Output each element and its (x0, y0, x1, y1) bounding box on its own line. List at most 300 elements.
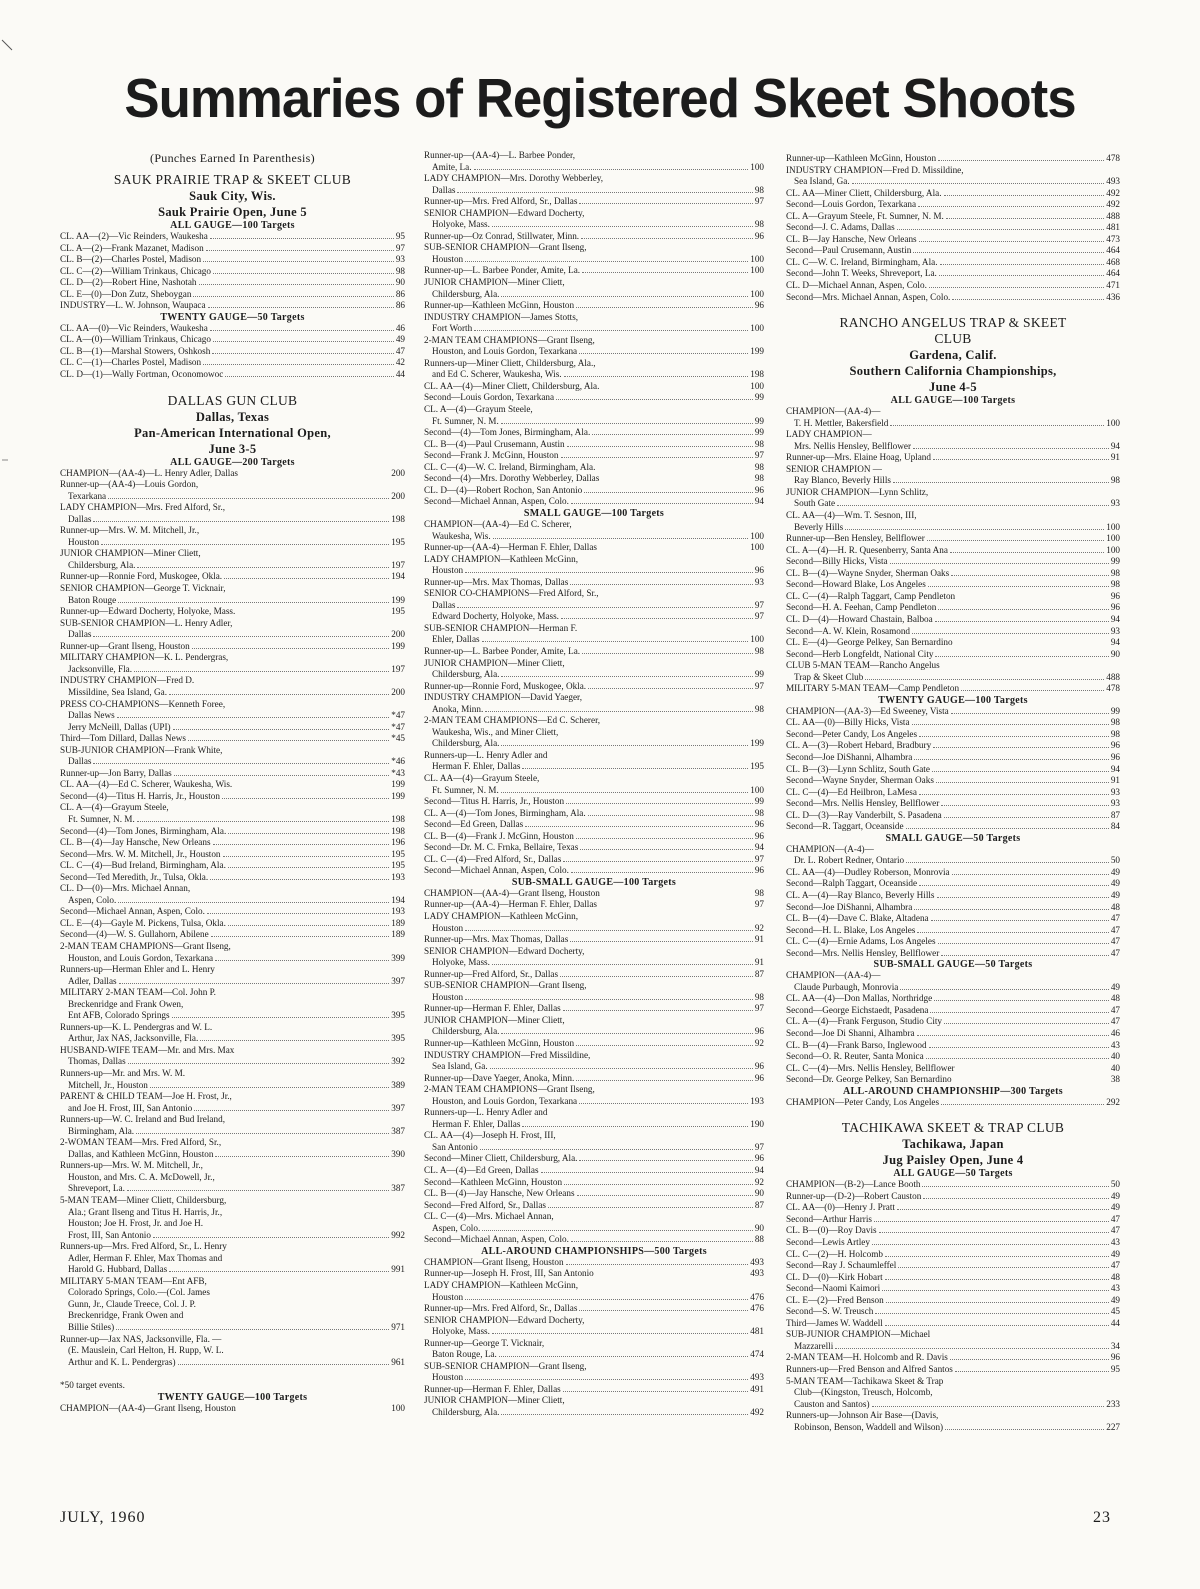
result-line (424, 865, 764, 877)
score: 94 (1110, 763, 1120, 774)
result-entry: Second—Titus H. Harris, Jr., Houston (424, 796, 565, 807)
result-entry: Houston, and Louis Gordon, Texarkana (68, 952, 214, 963)
result-entry: Mrs. Nellis Hensley, Bellflower (794, 440, 912, 451)
result-line (424, 1188, 764, 1200)
score: 99 (754, 415, 764, 426)
score: 94 (1110, 613, 1120, 624)
result-line (424, 416, 764, 428)
result-line (424, 231, 764, 243)
dot-leader (203, 261, 394, 262)
result-line (786, 153, 1120, 165)
score: 478 (1106, 683, 1120, 694)
score: 198 (391, 813, 405, 824)
result-entry: Houston, and Mrs. C. A. McDowell, Jr., (68, 1171, 215, 1182)
dot-leader (136, 1133, 389, 1134)
result-line (786, 810, 1120, 822)
dot-leader (222, 798, 389, 799)
score: 397 (391, 1102, 405, 1113)
score: 98 (754, 991, 764, 1002)
dot-leader (93, 763, 389, 764)
dot-leader (584, 492, 753, 493)
dot-leader (951, 575, 1109, 576)
dot-leader (566, 803, 753, 804)
result-entry: Jacksonville, Fla. (68, 663, 133, 674)
event-section-heading: SUB-SMALL GAUGE—100 Targets (511, 876, 677, 888)
result-entry: CL. A—(4)—Grayum Steele, (60, 802, 169, 813)
result-entry: CL. B—(4)—Jay Hansche, New Orleans (60, 837, 211, 848)
score: 99 (754, 796, 764, 807)
dot-leader (208, 307, 394, 308)
result-line (60, 675, 405, 687)
result-entry: CL. B—(2)—Charles Postel, Madison (60, 254, 202, 265)
spacer (786, 1108, 1120, 1120)
dot-leader (213, 844, 390, 845)
result-line (424, 496, 764, 508)
result-entry: Second—(4)—Mrs. Dorothy Webberley, Dallas (424, 473, 600, 484)
result-entry: Texarkana (68, 490, 107, 501)
result-line (786, 475, 1120, 487)
spacer (60, 381, 405, 393)
result-line (424, 1038, 764, 1050)
result-entry: Runner-up—George T. Vicknair, (424, 1337, 545, 1348)
dot-leader (193, 296, 393, 297)
result-entry: Ent AFB, Colorado Springs (68, 1010, 170, 1021)
result-line (424, 1292, 764, 1304)
result-line (786, 993, 1120, 1005)
result-entry: Runner-up—L. Barbee Ponder, Amite, La. (424, 265, 581, 276)
score: 47 (1110, 1225, 1120, 1236)
result-entry: Second—Ray J. Schaumleffel (786, 1260, 897, 1271)
dot-leader (563, 1010, 753, 1011)
result-entry: LADY CHAMPION— (786, 429, 872, 440)
result-entry: CL. AA—(4)—Don Mallas, Northridge (786, 993, 933, 1004)
dot-leader (885, 1256, 1109, 1257)
result-line (60, 514, 405, 526)
dot-leader (563, 1391, 748, 1392)
result-entry: Second—Dr. George Pelkey, San Bernardino (786, 1074, 952, 1085)
result-line (424, 1349, 764, 1361)
score: 194 (391, 894, 405, 905)
result-entry: Runner-up—(AA-4)—Herman F. Ehler, Dallas (424, 899, 597, 910)
dot-leader (206, 250, 394, 251)
club-name: TACHIKAWA SKEET & TRAP CLUB (841, 1120, 1065, 1136)
result-entry: Holyoke, Mass. (432, 1326, 490, 1337)
score: 991 (391, 1264, 405, 1275)
result-entry: CL. C—W. C. Ireland, Birmingham, Ala. (786, 256, 938, 267)
score: 473 (1106, 233, 1120, 244)
score: 193 (391, 871, 405, 882)
result-line (424, 785, 764, 797)
result-line (424, 1073, 764, 1085)
result-line (786, 970, 1120, 982)
event-name: Southern California Championships, (849, 364, 1057, 379)
result-entry: SENIOR CHAMPION—Edward Docherty, (424, 1314, 585, 1325)
result-entry: Second—A. W. Klein, Rosamond (786, 625, 911, 636)
result-line (60, 929, 405, 941)
result-line (60, 479, 405, 491)
result-line (786, 1179, 1120, 1191)
dot-leader (944, 1023, 1109, 1024)
result-line (60, 369, 405, 381)
result-line (786, 591, 1120, 603)
dot-leader (944, 195, 1105, 196)
score: 98 (1110, 579, 1120, 590)
result-line (60, 849, 405, 861)
result-line (424, 485, 764, 497)
result-line (60, 641, 405, 653)
result-line (60, 987, 405, 999)
result-entry: SUB-SENIOR CHAMPION—Grant Ilseng, (424, 980, 587, 991)
result-entry: 2-MAN TEAM CHAMPIONS—Grant Ilseng, (60, 940, 231, 951)
result-line (786, 902, 1120, 914)
result-line (60, 502, 405, 514)
result-entry: Ala.; Grant Ilseng and Titus H. Harris, Jr., (68, 1206, 223, 1217)
dot-leader (169, 694, 389, 695)
result-line (786, 948, 1120, 960)
dot-leader (926, 1058, 1109, 1059)
event-name: Jug Paisley Open, June 4 (882, 1153, 1024, 1168)
result-line (60, 1056, 405, 1068)
dot-leader (576, 307, 753, 308)
dot-leader (101, 544, 389, 545)
result-line (60, 1114, 405, 1126)
result-entry: 2-MAN TEAM CHAMPIONS—Grant Ilseng, (424, 334, 595, 345)
result-line (60, 699, 405, 711)
result-entry: Thomas, Dallas (68, 1056, 126, 1067)
dot-leader (917, 932, 1108, 933)
result-entry: JUNIOR CHAMPION—Lynn Schlitz, (786, 486, 929, 497)
result-entry: Houston, and Louis Gordon, Texarkana (432, 1095, 578, 1106)
score: 98 (754, 438, 764, 449)
dot-leader (950, 1359, 1109, 1360)
score: 189 (391, 929, 405, 940)
dot-leader (192, 648, 390, 649)
result-entry: CL. C—(4)—Ed Heilbron, LaMesa (786, 786, 917, 797)
score: 86 (395, 288, 405, 299)
result-entry: CHAMPION—(AA-4)—Grant Ilseng, Houston (60, 1402, 236, 1413)
result-line (786, 787, 1120, 799)
dot-leader (581, 238, 753, 239)
result-entry: Breckenridge and Frank Owen, (68, 998, 184, 1009)
result-line (786, 649, 1120, 661)
result-entry: Second—Arthur Harris (786, 1213, 872, 1224)
result-entry: and Joe H. Frost, III, San Antonio (68, 1102, 193, 1113)
score: 49 (395, 334, 405, 345)
result-line (424, 150, 764, 162)
dot-leader (173, 729, 390, 730)
result-entry: Houston; Joe H. Frost, Jr. and Joe H. (68, 1218, 204, 1229)
dot-leader (939, 275, 1104, 276)
score: 464 (1106, 268, 1120, 279)
result-line (786, 1063, 1120, 1075)
result-entry: Runner-up—Kathleen McGinn, Houston (424, 300, 575, 311)
result-line (60, 1322, 405, 1334)
result-line (786, 855, 1120, 867)
score: 481 (1106, 222, 1120, 233)
dot-leader (228, 867, 389, 868)
score: 94 (754, 496, 764, 507)
result-line (424, 312, 764, 324)
result-entry: Second—Mrs. Nellis Hensley, Bellflower (786, 947, 940, 958)
result-line (786, 1422, 1120, 1434)
score: 468 (1106, 256, 1120, 267)
result-entry: Second—Dr. M. C. Frnka, Bellaire, Texas (424, 842, 579, 853)
dot-leader (178, 1364, 390, 1365)
result-entry: CL. E—(2)—Fred Benson (786, 1294, 884, 1305)
result-entry: CL. AA—(4)—Wm. T. Sesnon, III, (786, 510, 917, 521)
result-entry: CL. B—(4)—Frank J. McGinn, Houston (424, 830, 574, 841)
result-entry: Second—(4)—Tom Jones, Birmingham, Ala. (60, 825, 227, 836)
result-line (786, 1295, 1120, 1307)
result-line (60, 779, 405, 791)
score: 100 (750, 542, 764, 553)
result-entry: CL. C—(4)—Fred Alford, Sr., Dallas (424, 853, 562, 864)
dot-leader (576, 1080, 753, 1081)
result-line (786, 660, 1120, 672)
dot-leader (893, 482, 1109, 483)
dot-leader (579, 353, 748, 354)
dot-leader (501, 676, 752, 677)
dot-leader (134, 671, 389, 672)
score: 97 (395, 242, 405, 253)
result-line (424, 957, 764, 969)
result-line (786, 452, 1120, 464)
score: 96 (754, 300, 764, 311)
column-right (786, 153, 1120, 1432)
result-entry: Second—Peter Candy, Los Angeles (786, 728, 918, 739)
spacer (60, 1368, 405, 1380)
result-line (60, 964, 405, 976)
result-entry: SUB-JUNIOR CHAMPION—Michael (786, 1329, 931, 1340)
dot-leader (213, 273, 394, 274)
result-line (424, 600, 764, 612)
result-line (786, 211, 1120, 223)
result-entry: CHAMPION—Grant Ilseng, Houston (424, 1256, 564, 1267)
result-entry: Second—Michael Annan, Aspen, Colo. (424, 1234, 569, 1245)
result-line (786, 429, 1120, 441)
column-left (60, 150, 405, 1482)
dot-leader (918, 206, 1104, 207)
score: 198 (750, 369, 764, 380)
result-entry: CL. B—(4)—Frank Barso, Inglewood (786, 1039, 927, 1050)
dot-leader (917, 1035, 1109, 1036)
dot-leader (211, 936, 390, 937)
result-entry: PARENT & CHILD TEAM—Joe H. Frost, Jr., (60, 1091, 232, 1102)
dot-leader (937, 897, 1109, 898)
dot-leader (951, 713, 1109, 714)
result-entry: SUB-SENIOR CHAMPION—L. Henry Adler, (60, 617, 233, 628)
result-entry: CL. AA—(2)—Vic Reinders, Waukesha (60, 231, 208, 241)
dot-leader (938, 943, 1109, 944)
dot-leader (482, 1230, 753, 1231)
result-entry: Second—S. W. Treusch (786, 1306, 874, 1317)
score: 189 (391, 917, 405, 928)
result-entry: Ehler, Dallas (432, 634, 480, 645)
score: 49 (1110, 878, 1120, 889)
result-line (424, 738, 764, 750)
score: 46 (395, 322, 405, 333)
dot-leader (935, 656, 1108, 657)
score: 98 (1110, 475, 1120, 486)
result-entry: JUNIOR CHAMPION—Miner Cliett, (60, 548, 201, 559)
result-entry: CL. E—(0)—Don Zutz, Sheboygan (60, 288, 192, 299)
dot-leader (579, 203, 752, 204)
result-entry: Childersburg, Ala. (432, 1406, 500, 1417)
result-line (424, 1372, 764, 1384)
result-entry: CHAMPION—(AA-4)—L. Henry Adler, Dallas (60, 467, 238, 478)
result-entry: LADY CHAMPION—Mrs. Dorothy Webberley, (424, 173, 604, 184)
result-entry: Trap & Skeet Club (794, 671, 864, 682)
result-entry: Anoka, Minn. (432, 703, 484, 714)
score: 100 (750, 634, 764, 645)
result-line (786, 268, 1120, 280)
dot-leader (150, 1087, 389, 1088)
result-line (424, 565, 764, 577)
result-entry: CL. AA—(4)—Miner Cliett, Childersburg, Ala. (424, 380, 600, 391)
result-entry: CL. D—(0)—Kirk Hobart (786, 1271, 883, 1282)
score: 100 (750, 530, 764, 541)
score: 49 (1110, 1202, 1120, 1213)
result-entry: Fort Worth (432, 323, 473, 334)
result-line (424, 196, 764, 208)
result-line (786, 844, 1120, 856)
dot-leader (933, 747, 1109, 748)
result-entry: Second—Michael Annan, Aspen, Colo. (424, 865, 569, 876)
spacer (786, 303, 1120, 315)
result-line (786, 821, 1120, 833)
result-entry: 2-MAN TEAM CHAMPIONS—Grant Ilseng, (424, 1084, 595, 1095)
dot-leader (501, 792, 748, 793)
result-line (424, 1338, 764, 1350)
result-entry: Runner-up—Ben Hensley, Bellflower (786, 533, 925, 544)
score: 399 (391, 952, 405, 963)
result-entry: PRESS CO-CHAMPIONS—Kenneth Foree, (60, 698, 226, 709)
result-line (60, 895, 405, 907)
dot-leader (571, 872, 753, 873)
result-line (424, 911, 764, 923)
score: 200 (391, 490, 405, 501)
score: 96 (754, 1153, 764, 1164)
column-note: (Punches Earned In Parenthesis) (150, 151, 315, 165)
result-line (424, 658, 764, 670)
result-line (424, 1015, 764, 1027)
result-line (60, 1022, 405, 1034)
score: 971 (391, 1322, 405, 1333)
dot-leader (912, 724, 1109, 725)
result-line (786, 740, 1120, 752)
club-location: Dallas, Texas (195, 409, 270, 424)
result-line (786, 1341, 1120, 1353)
result-line (786, 775, 1120, 787)
score: 492 (750, 1406, 764, 1417)
score: 493 (1106, 176, 1120, 187)
score: 90 (1110, 648, 1120, 659)
dot-leader (563, 861, 753, 862)
event-section-heading: ALL GAUGE—200 Targets (170, 456, 295, 468)
result-entry: Third—Tom Dillard, Dallas News (60, 733, 186, 744)
result-line (786, 729, 1120, 741)
dot-leader (465, 999, 753, 1000)
score: 94 (1110, 440, 1120, 451)
score: 99 (754, 427, 764, 438)
dot-leader (872, 1244, 1109, 1245)
result-entry: Mitchell, Jr., Houston (68, 1079, 148, 1090)
score: 395 (391, 1033, 405, 1044)
result-line (60, 629, 405, 641)
score: 99 (1110, 705, 1120, 716)
score: 96 (754, 1072, 764, 1083)
score: 95 (1110, 1364, 1120, 1375)
result-line (786, 913, 1120, 925)
result-entry: Runner-up—Grant Ilseng, Houston (60, 640, 190, 651)
dot-leader (579, 1103, 748, 1104)
score: 44 (1110, 1317, 1120, 1328)
score: 86 (395, 300, 405, 311)
result-entry: Second—Louis Gordon, Texarkana (786, 199, 917, 210)
result-line (60, 560, 405, 572)
score: 47 (1110, 1004, 1120, 1015)
result-entry: Childersburg, Ala. (432, 1026, 500, 1037)
result-entry: Runners-up—Herman Ehler and L. Henry (60, 964, 215, 975)
result-line (60, 468, 405, 480)
dot-leader (576, 838, 753, 839)
score: 100 (750, 253, 764, 264)
score: 49 (1110, 1248, 1120, 1259)
dot-leader (588, 815, 753, 816)
dot-leader (465, 572, 753, 573)
result-line (786, 1040, 1120, 1052)
dot-leader (952, 299, 1104, 300)
result-entry: Ft. Sumner, N. M. (432, 784, 499, 795)
dot-leader (837, 505, 1109, 506)
event-name: June 4-5 (929, 380, 977, 395)
dot-leader (944, 817, 1109, 818)
result-entry: LADY CHAMPION—Kathleen McGinn, (424, 553, 579, 564)
score: 50 (1110, 1179, 1120, 1190)
result-line (424, 1084, 764, 1096)
event-section-heading: ALL-AROUND CHAMPIONSHIPS—500 Targets (481, 1245, 707, 1257)
result-line (786, 257, 1120, 269)
result-entry: SUB-SENIOR CHAMPION—Herman F. (424, 622, 578, 633)
event-name: Pan-American International Open, (134, 425, 331, 440)
result-line (424, 681, 764, 693)
result-entry: CL. B—(4)—Wayne Snyder, Sherman Oaks (786, 567, 950, 578)
result-entry: Holyoke, Mass. (432, 219, 490, 230)
score: 38 (1110, 1074, 1120, 1085)
result-entry: Runner-up—Mrs. Max Thomas, Dallas (424, 576, 569, 587)
score: 200 (391, 629, 405, 640)
dot-leader (906, 862, 1109, 863)
score: 195 (391, 606, 405, 617)
result-entry: SENIOR CHAMPION—Edward Docherty, (424, 207, 585, 218)
score: *47 (391, 721, 405, 732)
result-entry: Runner-up—(AA-4)—Herman F. Ehler, Dallas (424, 542, 597, 553)
dot-leader (927, 540, 1104, 541)
result-entry: Second—R. Taggart, Oceanside (786, 821, 904, 832)
dot-leader (874, 1221, 1109, 1222)
score: 48 (1110, 993, 1120, 1004)
score: 100 (750, 265, 764, 276)
result-line (424, 646, 764, 658)
score: 387 (391, 1125, 405, 1136)
score: 93 (1110, 786, 1120, 797)
score: 47 (1110, 924, 1120, 935)
result-entry: INDUSTRY—L. W. Johnson, Waupaca (60, 300, 206, 311)
result-line (424, 462, 764, 474)
score: 292 (1106, 1096, 1120, 1107)
score: 100 (1106, 521, 1120, 532)
result-entry: Second—Paul Crusemann, Austin (786, 245, 912, 256)
